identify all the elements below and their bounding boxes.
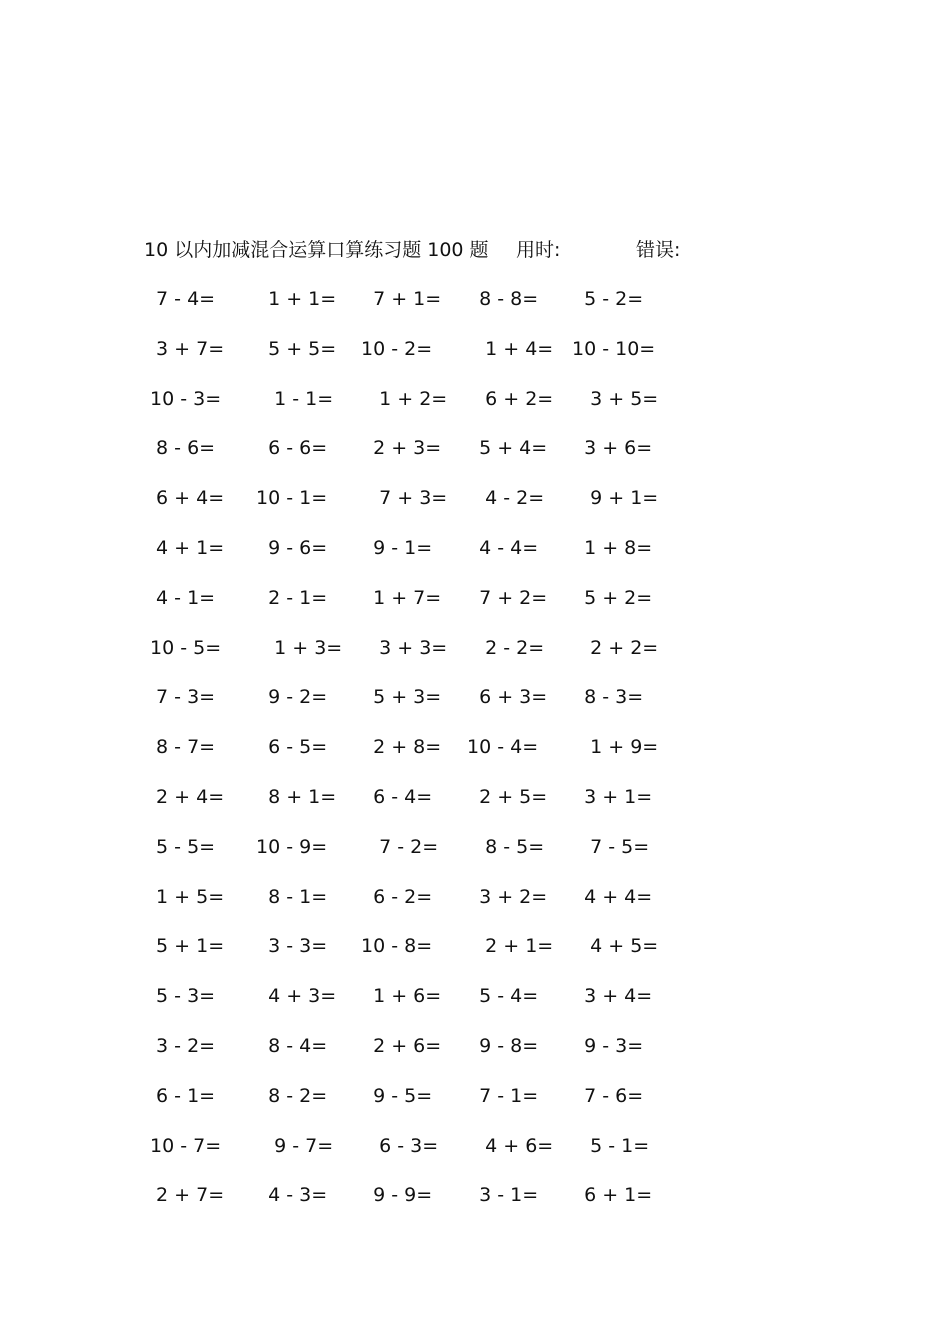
problem-row xyxy=(150,882,710,932)
math-problem: 4 + 5= xyxy=(572,935,659,958)
math-problem: 10 - 5= xyxy=(150,636,222,659)
math-problem: 10 - 10= xyxy=(572,337,656,360)
math-problem: 5 - 1= xyxy=(572,1134,650,1157)
math-problem: 8 + 1= xyxy=(256,785,337,808)
math-problem: 7 - 3= xyxy=(150,686,216,709)
math-problem: 10 - 9= xyxy=(256,835,328,858)
math-problem: 8 - 8= xyxy=(467,288,539,310)
math-problem: 10 - 4= xyxy=(467,736,539,759)
math-problem: 3 + 3= xyxy=(361,636,448,659)
math-problem: 9 + 1= xyxy=(572,487,659,510)
math-problem: 6 - 1= xyxy=(150,1084,216,1107)
math-problem: 9 - 5= xyxy=(361,1084,433,1107)
problem-row xyxy=(150,682,710,732)
problem-row xyxy=(150,832,710,882)
math-problem: 5 + 5= xyxy=(256,337,337,360)
math-problem: 4 - 2= xyxy=(467,487,545,510)
math-problem: 1 + 8= xyxy=(572,536,653,559)
math-problem: 3 + 4= xyxy=(572,985,653,1008)
math-problem: 5 + 4= xyxy=(467,437,548,460)
time-used-label: 用时: xyxy=(516,239,561,261)
problem-row xyxy=(150,931,710,981)
math-problem: 6 + 4= xyxy=(150,487,225,510)
problem-row xyxy=(150,483,710,533)
math-problem: 6 - 3= xyxy=(361,1134,439,1157)
problem-row xyxy=(150,1081,710,1131)
math-problem: 1 + 5= xyxy=(150,885,225,908)
math-problem: 5 + 2= xyxy=(572,586,653,609)
math-problem: 2 + 8= xyxy=(361,736,442,759)
problem-row xyxy=(150,782,710,832)
math-problem: 8 - 3= xyxy=(572,686,644,709)
math-problem: 3 - 2= xyxy=(150,1034,216,1057)
math-problem: 9 - 6= xyxy=(256,536,328,559)
math-problem: 2 + 7= xyxy=(150,1184,225,1207)
math-problem: 1 + 1= xyxy=(256,288,337,310)
math-problem: 9 - 1= xyxy=(361,536,433,559)
math-problem: 4 - 4= xyxy=(467,536,539,559)
math-problem: 1 + 6= xyxy=(361,985,442,1008)
errors-label: 错误: xyxy=(636,239,681,261)
math-problem: 2 - 1= xyxy=(256,586,328,609)
math-problem: 5 - 5= xyxy=(150,835,216,858)
math-problem: 7 + 2= xyxy=(467,586,548,609)
math-problem: 8 - 4= xyxy=(256,1034,328,1057)
math-problem: 5 - 2= xyxy=(572,288,644,310)
math-problem: 7 - 1= xyxy=(467,1084,539,1107)
math-problem: 7 + 3= xyxy=(361,487,448,510)
math-problem: 10 - 8= xyxy=(361,935,433,958)
problem-row xyxy=(150,384,710,434)
math-problem: 8 - 6= xyxy=(150,437,216,460)
problem-row xyxy=(150,284,710,334)
math-problem: 4 + 1= xyxy=(150,536,225,559)
math-problem: 2 + 3= xyxy=(361,437,442,460)
math-problem: 2 + 1= xyxy=(467,935,554,958)
math-problem: 1 + 3= xyxy=(256,636,343,659)
problem-row xyxy=(150,334,710,384)
math-problem: 8 - 2= xyxy=(256,1084,328,1107)
math-problem: 3 - 1= xyxy=(467,1184,539,1207)
problem-row xyxy=(150,981,710,1031)
problem-row xyxy=(150,583,710,633)
math-problem: 1 + 7= xyxy=(361,586,442,609)
math-problem: 9 - 3= xyxy=(572,1034,644,1057)
math-problem: 4 + 4= xyxy=(572,885,653,908)
math-problem: 6 - 2= xyxy=(361,885,433,908)
math-problem: 1 - 1= xyxy=(256,387,334,410)
math-problem: 2 + 4= xyxy=(150,785,225,808)
math-problem: 6 - 6= xyxy=(256,437,328,460)
problem-row xyxy=(150,1180,710,1230)
problem-row xyxy=(150,433,710,483)
math-problem: 5 - 3= xyxy=(150,985,216,1008)
problem-grid xyxy=(150,284,710,1230)
math-problem: 6 + 3= xyxy=(467,686,548,709)
math-problem: 9 - 9= xyxy=(361,1184,433,1207)
math-problem: 6 - 4= xyxy=(361,785,433,808)
math-problem: 10 - 2= xyxy=(361,337,433,360)
math-problem: 6 + 2= xyxy=(467,387,554,410)
math-problem: 4 - 1= xyxy=(150,586,216,609)
math-problem: 7 + 1= xyxy=(361,288,442,310)
math-problem: 5 + 3= xyxy=(361,686,442,709)
math-problem: 4 - 3= xyxy=(256,1184,328,1207)
math-problem: 9 - 2= xyxy=(256,686,328,709)
math-problem: 3 + 6= xyxy=(572,437,653,460)
math-problem: 2 + 5= xyxy=(467,785,548,808)
math-problem: 2 + 6= xyxy=(361,1034,442,1057)
math-problem: 4 + 6= xyxy=(467,1134,554,1157)
math-problem: 4 + 3= xyxy=(256,985,337,1008)
worksheet-title: 10 以内加减混合运算口算练习题 100 题 xyxy=(144,239,489,261)
math-problem: 9 - 8= xyxy=(467,1034,539,1057)
problem-row xyxy=(150,533,710,583)
math-problem: 7 - 2= xyxy=(361,835,439,858)
math-problem: 7 - 4= xyxy=(150,288,216,310)
math-problem: 7 - 5= xyxy=(572,835,650,858)
math-problem: 8 - 5= xyxy=(467,835,545,858)
math-problem: 10 - 3= xyxy=(150,387,222,410)
math-problem: 3 + 7= xyxy=(150,337,225,360)
math-problem: 10 - 1= xyxy=(256,487,328,510)
math-problem: 2 + 2= xyxy=(572,636,659,659)
math-problem: 1 + 2= xyxy=(361,387,448,410)
problem-row xyxy=(150,1031,710,1081)
math-problem: 7 - 6= xyxy=(572,1084,644,1107)
math-problem: 3 - 3= xyxy=(256,935,328,958)
worksheet-header xyxy=(144,236,764,264)
math-problem: 1 + 4= xyxy=(467,337,554,360)
math-problem: 1 + 9= xyxy=(572,736,659,759)
problem-row xyxy=(150,633,710,683)
math-problem: 3 + 5= xyxy=(572,387,659,410)
math-problem: 10 - 7= xyxy=(150,1134,222,1157)
math-problem: 9 - 7= xyxy=(256,1134,334,1157)
math-problem: 3 + 2= xyxy=(467,885,548,908)
math-problem: 5 + 1= xyxy=(150,935,225,958)
math-problem: 2 - 2= xyxy=(467,636,545,659)
math-problem: 6 + 1= xyxy=(572,1184,653,1207)
math-problem: 6 - 5= xyxy=(256,736,328,759)
problem-row xyxy=(150,1131,710,1181)
math-problem: 5 - 4= xyxy=(467,985,539,1008)
math-problem: 8 - 7= xyxy=(150,736,216,759)
math-problem: 8 - 1= xyxy=(256,885,328,908)
math-problem: 3 + 1= xyxy=(572,785,653,808)
problem-row xyxy=(150,732,710,782)
